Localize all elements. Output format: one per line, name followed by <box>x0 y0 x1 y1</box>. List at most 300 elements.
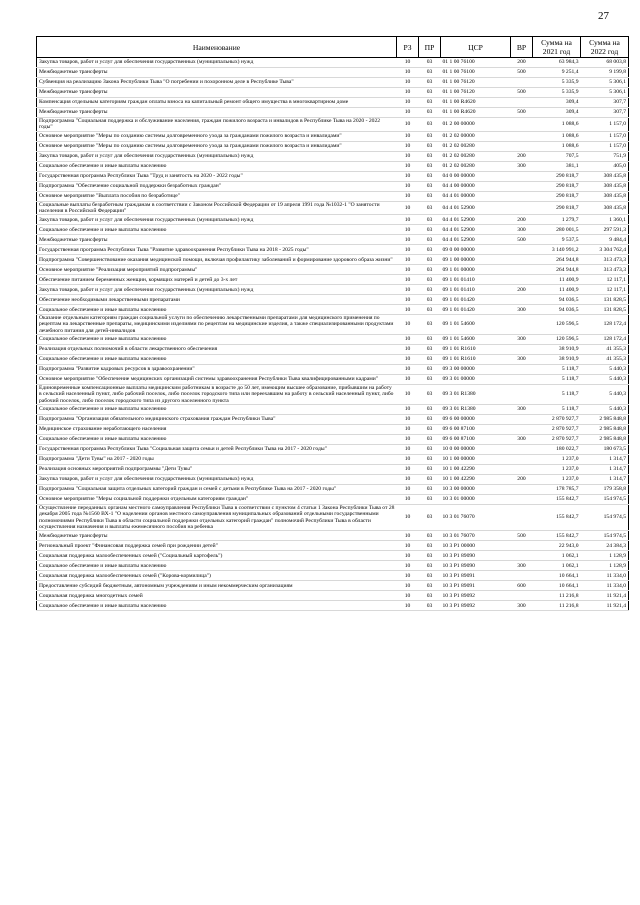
row-rz: 10 <box>404 216 411 223</box>
row-sum-2021: 1 088,6 <box>561 121 579 128</box>
row-csr: 09 1 01 01420 <box>442 296 475 303</box>
row-rz: 10 <box>404 572 411 579</box>
row-name: Осуществление переданных органам местного самоуправления Республики Тыва в соответствии с пунктом 4 статьи 1 Закона Республики Тыва от 28 декабря 2005 года №1560 ВХ-1 "О наделении органов местного самоуправления муниципальных образований отдельными государственными полномочиями Республики Тыва в области социальной поддержки отдельных категорий граждан" полномочий Республики Тыва в области осуществления назначения и выплаты ежемесячного пособия на ребенка <box>39 504 395 530</box>
row-csr: 04 4 01 00000 <box>442 192 475 199</box>
row-rz: 10 <box>404 456 411 463</box>
row-rz: 10 <box>404 476 411 483</box>
row-pr: 03 <box>426 246 433 253</box>
row-name: Социальное обеспечение и иные выплаты населению <box>39 436 167 443</box>
table-row <box>37 215 629 225</box>
row-sum-2021: 1 062,1 <box>561 552 579 559</box>
row-csr: 10 1 00 42290 <box>442 466 475 473</box>
row-vr: 200 <box>517 476 526 483</box>
row-vr <box>511 365 533 375</box>
table-row <box>37 551 629 561</box>
row-pr: 03 <box>426 109 433 116</box>
row-sum-2022: 131 828,5 <box>603 306 626 313</box>
row-sum-2021: 2 870 927,7 <box>551 426 579 433</box>
row-rz: 10 <box>404 152 411 159</box>
row-name: Закупка товаров, работ и услуг для обеспечения государственных (муниципальных) нужд <box>39 59 254 66</box>
row-csr: 01 1 00 76120 <box>442 79 475 86</box>
row-vr <box>511 375 533 385</box>
row-csr: 09 1 01 00000 <box>442 266 475 273</box>
row-vr: 200 <box>517 59 526 66</box>
row-csr: 04 4 01 52900 <box>442 236 475 243</box>
row-csr: 09 1 01 R1610 <box>442 356 476 363</box>
row-csr: 01 2 02 00280 <box>442 152 475 159</box>
table-row <box>37 141 629 151</box>
row-sum-2022: 5 440,3 <box>609 376 626 383</box>
row-vr <box>511 181 533 191</box>
row-vr <box>511 245 533 255</box>
row-rz: 10 <box>404 416 411 423</box>
row-vr: 300 <box>517 226 526 233</box>
row-name: Государственная программа Республики Тыва "Социальная защита семьи и детей Республики Тыва на 2017 - 2020 годы" <box>39 446 327 453</box>
table-row <box>37 131 629 141</box>
row-vr <box>511 444 533 454</box>
row-vr: 600 <box>517 582 526 589</box>
row-csr: 09 1 01 R1610 <box>442 346 476 353</box>
row-sum-2021: 5 335,9 <box>561 89 579 96</box>
row-csr: 09 1 01 54600 <box>442 336 475 343</box>
table-row <box>37 444 629 454</box>
table-row <box>37 201 629 215</box>
row-rz: 10 <box>404 496 411 503</box>
row-pr: 03 <box>426 256 433 263</box>
row-csr: 10 1 00 00000 <box>442 456 475 463</box>
row-vr <box>511 385 533 405</box>
row-pr: 03 <box>426 286 433 293</box>
row-pr: 03 <box>426 306 433 313</box>
row-csr: 01 1 00 R4620 <box>442 99 476 106</box>
row-csr: 09 6 00 87100 <box>442 426 475 433</box>
row-rz: 10 <box>404 446 411 453</box>
row-vr <box>511 464 533 474</box>
row-rz: 10 <box>404 226 411 233</box>
row-rz: 10 <box>404 204 411 211</box>
row-sum-2021: 155 842,7 <box>556 532 579 539</box>
table-row <box>37 375 629 385</box>
row-rz: 10 <box>404 121 411 128</box>
row-csr: 09 1 00 00000 <box>442 256 475 263</box>
row-sum-2022: 1 128,9 <box>609 552 626 559</box>
row-name: Закупка товаров, работ и услуг для обеспечения государственных (муниципальных) нужд <box>39 216 254 223</box>
table-row <box>37 345 629 355</box>
row-name: Социальное обеспечение и иные выплаты населению <box>39 602 167 609</box>
row-csr: 10 3 01 00000 <box>442 496 475 503</box>
row-name: Межбюджетные трансферты <box>39 69 108 76</box>
row-pr: 03 <box>426 346 433 353</box>
row-sum-2022: 1 128,9 <box>609 562 626 569</box>
row-pr: 03 <box>426 172 433 179</box>
row-rz: 10 <box>404 236 411 243</box>
row-sum-2022: 1 314,7 <box>609 456 626 463</box>
row-sum-2022: 307,7 <box>613 109 626 116</box>
row-sum-2021: 5 118,7 <box>561 366 579 373</box>
row-name: Социальное обеспечение и иные выплаты населению <box>39 162 167 169</box>
row-pr: 03 <box>426 152 433 159</box>
row-pr: 03 <box>426 476 433 483</box>
table-row <box>37 151 629 161</box>
row-rz: 10 <box>404 246 411 253</box>
table-row <box>37 504 629 530</box>
table-row <box>37 78 629 88</box>
row-csr: 10 3 P1 89092 <box>442 602 475 609</box>
table-row <box>37 434 629 444</box>
row-csr: 09 1 01 01420 <box>442 306 475 313</box>
row-pr: 03 <box>426 266 433 273</box>
row-rz: 10 <box>404 99 411 106</box>
row-sum-2021: 38 910,9 <box>558 356 579 363</box>
row-name: Подпрограмма "Социальная поддержка и обслуживание населения, граждан пожилого возраста и инвалидов в Республике Тыва на 2020 - 2022 годы" <box>39 118 381 131</box>
table-row <box>37 385 629 405</box>
row-sum-2022: 308 435,8 <box>603 182 626 189</box>
row-rz: 10 <box>404 336 411 343</box>
row-name: Социальные выплаты безработным гражданам в соответствии с Законом Российской Федерации от 19 апреля 1991 года №1032-1 "О занятости населения в Российской Федерации" <box>39 201 380 214</box>
row-sum-2022: 131 828,5 <box>603 296 626 303</box>
row-sum-2021: 1 237,0 <box>561 466 579 473</box>
row-pr: 03 <box>426 426 433 433</box>
row-rz: 10 <box>404 109 411 116</box>
row-name: Подпрограмма "Социальная защита отдельных категорий граждан и семей с детьми в Республике Тыва на 2017 - 2020 годы" <box>39 486 337 493</box>
row-sum-2022: 308 435,8 <box>603 192 626 199</box>
row-csr: 01 1 00 R4620 <box>442 109 476 116</box>
row-vr <box>511 571 533 581</box>
row-sum-2022: 12 117,1 <box>606 276 626 283</box>
row-rz: 10 <box>404 346 411 353</box>
table-row <box>37 275 629 285</box>
row-pr: 03 <box>426 162 433 169</box>
row-vr: 500 <box>517 89 526 96</box>
row-name: Основное мероприятие "Обеспечение медицинских организаций системы здравоохранения Республики Тыва квалифицированными кадрами" <box>39 376 379 383</box>
row-sum-2021: 38 910,9 <box>558 346 579 353</box>
row-csr: 10 3 P1 00000 <box>442 542 475 549</box>
row-sum-2022: 2 985 848,8 <box>599 416 626 423</box>
row-vr <box>511 454 533 464</box>
row-sum-2021: 5 118,7 <box>561 391 579 398</box>
row-csr: 10 3 P1 89091 <box>442 572 475 579</box>
row-name: Подпрограмма "Развитие кадровых ресурсов в здравоохранении" <box>39 366 195 373</box>
row-pr: 03 <box>426 132 433 139</box>
row-vr <box>511 118 533 132</box>
row-sum-2021: 120 596,5 <box>556 321 579 328</box>
row-sum-2021: 2 870 927,7 <box>551 416 579 423</box>
row-sum-2021: 290 818,7 <box>556 182 579 189</box>
row-sum-2021: 11 400,9 <box>559 286 579 293</box>
row-sum-2021: 381,1 <box>565 162 579 169</box>
row-name: Подпрограмма "Организация обязательного медицинского страхования граждан Республики Тыва" <box>39 416 276 423</box>
row-sum-2022: 1 157,0 <box>609 121 626 128</box>
header-sum-2022: Сумма на 2022 год <box>581 37 629 58</box>
row-name: Закупка товаров, работ и услуг для обеспечения государственных (муниципальных) нужд <box>39 152 254 159</box>
row-rz: 10 <box>404 276 411 283</box>
row-vr <box>511 171 533 181</box>
header-pr: ПР <box>419 37 441 58</box>
row-sum-2022: 9 484,4 <box>609 236 626 243</box>
table-row <box>37 108 629 118</box>
row-name: Компенсация отдельным категориям граждан оплаты взноса на капитальный ремонт общего имущества в многоквартирном доме <box>39 99 349 106</box>
row-csr: 10 3 01 76070 <box>442 532 475 539</box>
row-name: Основное мероприятие "Реализация мероприятий подпрограммы" <box>39 266 198 273</box>
table-row <box>37 191 629 201</box>
row-csr: 09 6 00 87100 <box>442 436 475 443</box>
row-vr <box>511 551 533 561</box>
row-vr <box>511 315 533 335</box>
table-row <box>37 581 629 591</box>
row-name: Социальная поддержка многодетных семей <box>39 592 143 599</box>
table-row <box>37 161 629 171</box>
row-name: Медицинское страхование неработающего населения <box>39 426 167 433</box>
row-sum-2021: 1 237,0 <box>561 456 579 463</box>
row-rz: 10 <box>404 172 411 179</box>
row-sum-2021: 2 870 927,7 <box>551 436 579 443</box>
row-pr: 03 <box>426 366 433 373</box>
row-sum-2022: 3 304 762,4 <box>599 246 626 253</box>
table-row <box>37 355 629 365</box>
row-name: Социальное обеспечение и иные выплаты населению <box>39 356 167 363</box>
row-csr: 01 2 02 00280 <box>442 142 475 149</box>
table-row <box>37 305 629 315</box>
table-row <box>37 464 629 474</box>
table-row <box>37 484 629 494</box>
row-rz: 10 <box>404 376 411 383</box>
row-rz: 10 <box>404 406 411 413</box>
row-sum-2021: 180 022,7 <box>556 446 579 453</box>
row-sum-2021: 9 537,5 <box>561 236 579 243</box>
row-pr: 03 <box>426 192 433 199</box>
row-pr: 03 <box>426 69 433 76</box>
row-name: Социальное обеспечение и иные выплаты населению <box>39 336 167 343</box>
row-pr: 03 <box>426 602 433 609</box>
row-sum-2021: 280 001,5 <box>556 226 579 233</box>
row-rz: 10 <box>404 142 411 149</box>
row-pr: 03 <box>426 121 433 128</box>
row-pr: 03 <box>426 296 433 303</box>
row-sum-2021: 290 818,7 <box>556 204 579 211</box>
row-csr: 09 3 01 R1380 <box>442 406 476 413</box>
table-row <box>37 474 629 484</box>
row-sum-2021: 94 036,5 <box>558 296 579 303</box>
row-sum-2022: 297 591,3 <box>603 226 626 233</box>
row-csr: 04 0 00 00000 <box>442 172 475 179</box>
table-row <box>37 98 629 108</box>
header-sum-2021: Сумма на 2021 год <box>533 37 581 58</box>
table-row <box>37 404 629 414</box>
row-csr: 04 4 01 52900 <box>442 216 475 223</box>
row-sum-2021: 5 118,7 <box>561 406 579 413</box>
row-vr <box>511 345 533 355</box>
row-csr: 10 3 P1 89092 <box>442 592 475 599</box>
table-row <box>37 601 629 611</box>
row-sum-2022: 154 974,5 <box>603 514 626 521</box>
row-csr: 10 3 P1 89090 <box>442 552 475 559</box>
row-vr <box>511 424 533 434</box>
row-sum-2022: 5 306,1 <box>609 79 626 86</box>
row-name: Государственная программа Республики Тыва "Труд и занятость на 2020 - 2022 годы" <box>39 172 243 179</box>
row-name: Социальное обеспечение и иные выплаты населению <box>39 306 167 313</box>
row-sum-2021: 1 237,0 <box>561 476 579 483</box>
row-pr: 03 <box>426 276 433 283</box>
row-name: Социальная поддержка малообеспеченных семей ("Корова-кормилица") <box>39 572 211 579</box>
row-vr <box>511 78 533 88</box>
row-rz: 10 <box>404 306 411 313</box>
row-pr: 03 <box>426 592 433 599</box>
row-sum-2022: 128 172,4 <box>603 321 626 328</box>
row-name: Основное мероприятие "Выплата пособия по безработице" <box>39 192 181 199</box>
table-row <box>37 181 629 191</box>
row-sum-2022: 5 440,3 <box>609 406 626 413</box>
table-row <box>37 285 629 295</box>
row-pr: 03 <box>426 496 433 503</box>
row-vr: 500 <box>517 532 526 539</box>
row-vr <box>511 484 533 494</box>
row-csr: 10 3 P1 89091 <box>442 582 475 589</box>
row-vr: 300 <box>517 602 526 609</box>
row-sum-2021: 1 279,7 <box>561 216 579 223</box>
row-rz: 10 <box>404 296 411 303</box>
row-csr: 09 1 01 01410 <box>442 276 475 283</box>
table-body <box>37 58 629 611</box>
row-sum-2021: 94 036,5 <box>558 306 579 313</box>
row-vr: 300 <box>517 306 526 313</box>
row-name: Межбюджетные трансферты <box>39 109 108 116</box>
row-sum-2021: 290 818,7 <box>556 192 579 199</box>
row-rz: 10 <box>404 532 411 539</box>
table-row <box>37 541 629 551</box>
row-name: Основное мероприятие "Меры социальной поддержки отдельным категориям граждан" <box>39 496 249 503</box>
row-pr: 03 <box>426 456 433 463</box>
budget-table <box>36 36 629 611</box>
row-name: Обеспечение питанием беременных женщин, кормящих матерей и детей до 3-х лет <box>39 276 238 283</box>
row-sum-2021: 11 216,8 <box>559 602 579 609</box>
row-vr <box>511 414 533 424</box>
row-pr: 03 <box>426 356 433 363</box>
row-sum-2021: 178 785,7 <box>556 486 579 493</box>
row-rz: 10 <box>404 366 411 373</box>
row-pr: 03 <box>426 89 433 96</box>
row-sum-2021: 22 943,0 <box>558 542 579 549</box>
row-name: Межбюджетные трансферты <box>39 89 108 96</box>
row-csr: 09 0 00 00000 <box>442 246 475 253</box>
row-vr: 300 <box>517 562 526 569</box>
table-row <box>37 225 629 235</box>
row-sum-2022: 1 314,7 <box>609 466 626 473</box>
row-vr <box>511 191 533 201</box>
row-csr: 01 2 02 00000 <box>442 132 475 139</box>
row-pr: 03 <box>426 391 433 398</box>
row-vr: 200 <box>517 216 526 223</box>
row-name: Социальная поддержка малообеспеченных семей ("Социальный картофель") <box>39 552 223 559</box>
row-sum-2022: 308 435,8 <box>603 172 626 179</box>
row-sum-2022: 5 440,3 <box>609 391 626 398</box>
row-name: Подпрограмма "Дети Тувы" на 2017 - 2020 годы <box>39 456 154 463</box>
row-name: Основное мероприятие "Меры по созданию системы долговременного ухода за гражданами пожилого возраста и инвалидами" <box>39 132 342 139</box>
row-rz: 10 <box>404 192 411 199</box>
row-rz: 10 <box>404 436 411 443</box>
row-sum-2021: 10 664,1 <box>558 582 579 589</box>
table-row <box>37 335 629 345</box>
row-rz: 10 <box>404 79 411 86</box>
row-pr: 03 <box>426 216 433 223</box>
row-sum-2022: 1 157,0 <box>609 142 626 149</box>
row-csr: 04 4 00 00000 <box>442 182 475 189</box>
row-sum-2022: 11 334,0 <box>606 572 626 579</box>
row-rz: 10 <box>404 89 411 96</box>
row-rz: 10 <box>404 69 411 76</box>
row-sum-2022: 1 314,7 <box>609 476 626 483</box>
row-rz: 10 <box>404 356 411 363</box>
row-name: Закупка товаров, работ и услуг для обеспечения государственных (муниципальных) нужд <box>39 476 254 483</box>
row-vr: 300 <box>517 336 526 343</box>
page-number: 27 <box>598 10 609 22</box>
row-csr: 10 1 00 42290 <box>442 476 475 483</box>
table-row <box>37 315 629 335</box>
row-pr: 03 <box>426 99 433 106</box>
row-pr: 03 <box>426 562 433 569</box>
table-row <box>37 245 629 255</box>
row-rz: 10 <box>404 592 411 599</box>
row-sum-2022: 11 921,4 <box>606 592 626 599</box>
row-pr: 03 <box>426 79 433 86</box>
row-pr: 03 <box>426 416 433 423</box>
row-csr: 01 2 00 00000 <box>442 121 475 128</box>
row-sum-2022: 2 985 848,8 <box>599 426 626 433</box>
row-pr: 03 <box>426 321 433 328</box>
row-name: Оказание отдельным категориям граждан социальной услуги по обеспечению лекарственными препаратами для медицинского применения по рецептам на лекарственные препараты, медицинскими изделиями по рецептам на медицинские изделия, а также специализированными продуктами лечебного питания для детей-инвалидов <box>39 315 394 334</box>
row-vr <box>511 591 533 601</box>
table-row <box>37 454 629 464</box>
row-rz: 10 <box>404 162 411 169</box>
row-rz: 10 <box>404 391 411 398</box>
row-csr: 01 1 00 76100 <box>442 59 475 66</box>
row-name: Обеспечение необходимыми лекарственными препаратами <box>39 296 180 303</box>
table-row <box>37 68 629 78</box>
row-sum-2022: 751,9 <box>613 152 626 159</box>
row-pr: 03 <box>426 466 433 473</box>
row-sum-2022: 154 974,5 <box>603 532 626 539</box>
row-sum-2021: 1 062,1 <box>561 562 579 569</box>
table-row <box>37 171 629 181</box>
row-rz: 10 <box>404 286 411 293</box>
row-name: Социальное обеспечение и иные выплаты населению <box>39 406 167 413</box>
row-vr: 500 <box>517 236 526 243</box>
row-csr: 01 1 00 76120 <box>442 89 475 96</box>
row-pr: 03 <box>426 406 433 413</box>
row-vr <box>511 295 533 305</box>
row-rz: 10 <box>404 59 411 66</box>
row-pr: 03 <box>426 204 433 211</box>
row-sum-2022: 405,0 <box>613 162 626 169</box>
row-sum-2022: 313 473,3 <box>603 266 626 273</box>
row-csr: 09 3 00 00000 <box>442 366 475 373</box>
row-name: Единовременные компенсационные выплаты медицинским работникам в возрасте до 50 лет, имеющим высшее образование, прибывшим на работу в сельский населенный пункт, либо рабочий поселок, либо поселок городского типа или переехавшим на работу в сельский населенный пункт, либо рабочий поселок, либо поселок городского типа из другого населенного пункта <box>39 385 394 404</box>
row-vr: 300 <box>517 356 526 363</box>
row-sum-2022: 2 985 848,8 <box>599 436 626 443</box>
row-sum-2021: 120 596,5 <box>556 336 579 343</box>
row-sum-2022: 24 384,3 <box>606 542 626 549</box>
row-sum-2022: 5 440,3 <box>609 366 626 373</box>
row-sum-2021: 9 251,4 <box>561 69 579 76</box>
table-row <box>37 235 629 245</box>
table-row <box>37 365 629 375</box>
row-vr <box>511 201 533 215</box>
row-csr: 09 3 01 R1380 <box>442 391 476 398</box>
table-header-row <box>37 37 629 58</box>
row-rz: 10 <box>404 466 411 473</box>
row-sum-2021: 309,4 <box>565 109 579 116</box>
row-sum-2021: 155 842,7 <box>556 514 579 521</box>
row-sum-2022: 313 473,3 <box>603 256 626 263</box>
